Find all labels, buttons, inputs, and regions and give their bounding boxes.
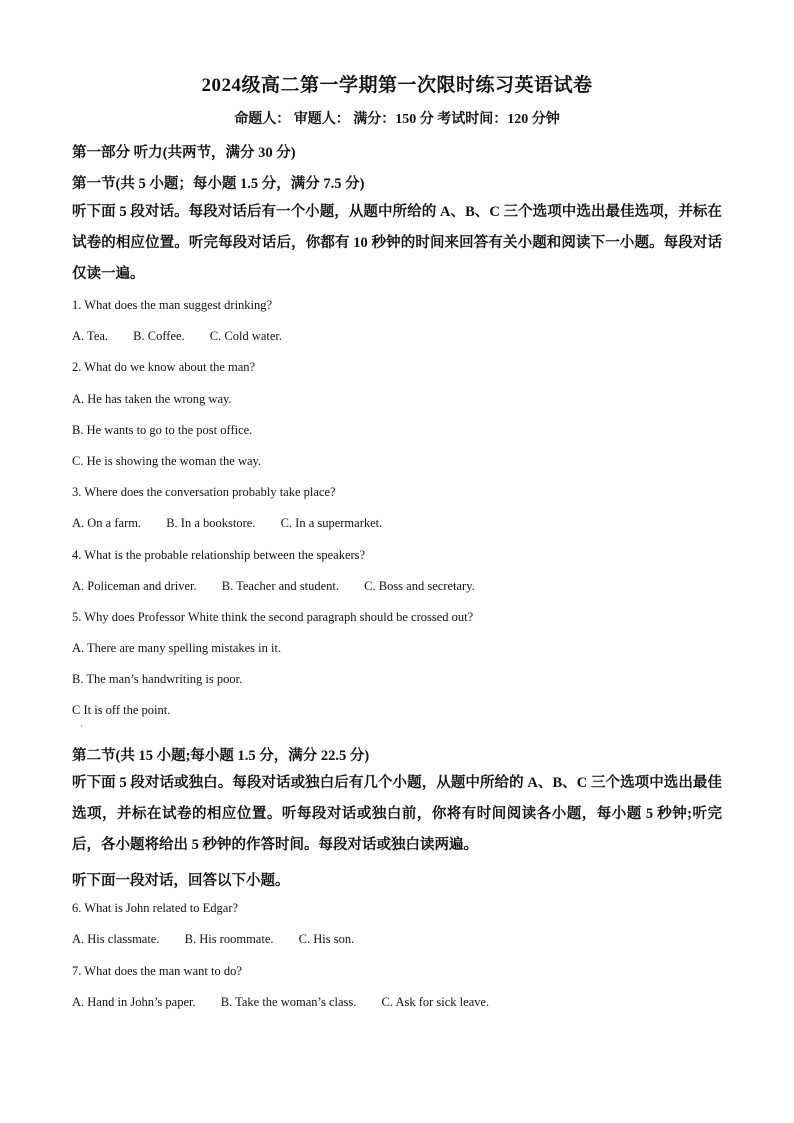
option-b: B. Teacher and student. <box>221 579 340 593</box>
exam-meta: 命题人： 审题人： 满分：150 分 考试时间：120 分钟 <box>234 112 560 127</box>
question-5: 5. Why does Professor White think the second paragraph should be crossed out? <box>72 610 474 624</box>
option-c: C. His son. <box>298 932 355 946</box>
question-6: 6. What is John related to Edgar? <box>72 901 239 915</box>
section2-instructions: 听下面 5 段对话或独白。每段对话或独白后有几个小题，从题中所给的 A、B、C 三个选项中选出最佳选项，并标在试卷的相应位置。听每段对话或独白前，你将有时间阅读各小题，每小题 5 秒钟;听完后，各小题将给出 5 秒钟的作答时间。每段对话或独白读两遍。 <box>72 775 722 853</box>
section1-heading: 第一节(共 5 小题；每小题 1.5 分，满分 7.5 分) <box>72 176 365 192</box>
option-b: B. He wants to go to the post office. <box>72 423 253 437</box>
part1-heading: 第一部分 听力(共两节，满分 30 分) <box>72 145 296 161</box>
question-4-options <box>72 579 497 594</box>
section2-heading: 第二节(共 15 小题;每小题 1.5 分，满分 22.5 分) <box>72 748 370 764</box>
question-3-options <box>72 516 404 531</box>
option-a: A. His classmate. <box>72 932 160 946</box>
option-c: C. In a supermarket. <box>280 516 383 530</box>
question-7-options <box>72 995 511 1010</box>
option-a: A. Hand in John’s paper. <box>72 995 196 1009</box>
option-a: A. On a farm. <box>72 516 142 530</box>
option-b: B. Coffee. <box>133 329 185 343</box>
question-1: 1. What does the man suggest drinking? <box>72 298 273 312</box>
question-7: 7. What does the man want to do? <box>72 964 242 978</box>
option-c: C. Ask for sick leave. <box>381 995 490 1009</box>
section2-lead: 听下面一段对话，回答以下小题。 <box>72 873 290 889</box>
question-3: 3. Where does the conversation probably take place? <box>72 485 336 499</box>
option-a: A. There are many spelling mistakes in it. <box>72 641 282 655</box>
option-b: B. The man’s handwriting is poor. <box>72 672 243 686</box>
question-6-options <box>72 932 376 947</box>
option-c: C It is off the point. <box>72 703 171 717</box>
option-b: B. Take the woman’s class. <box>220 995 357 1009</box>
option-c: C. Boss and secretary. <box>364 579 475 593</box>
option-b: B. In a bookstore. <box>166 516 256 530</box>
question-2: 2. What do we know about the man? <box>72 360 256 374</box>
exam-title: 2024级高二第一学期第一次限时练习英语试卷 <box>201 75 593 96</box>
question-4: 4. What is the probable relationship between the speakers? <box>72 548 366 562</box>
question-1-options <box>72 329 304 344</box>
option-c: C. He is showing the woman the way. <box>72 454 262 468</box>
option-a: A. He has taken the wrong way. <box>72 392 232 406</box>
option-c: C. Cold water. <box>209 329 283 343</box>
option-a: A. Policeman and driver. <box>72 579 197 593</box>
stray-mark: · <box>80 722 83 731</box>
option-a: A. Tea. <box>72 329 109 343</box>
option-b: B. His roommate. <box>184 932 274 946</box>
section1-instructions: 听下面 5 段对话。每段对话后有一个小题，从题中所给的 A、B、C 三个选项中选出最佳选项，并标在试卷的相应位置。听完每段对话后，你都有 10 秒钟的时间来回答有关小题和阅读下一小题。每段对话仅读一遍。 <box>72 204 722 282</box>
